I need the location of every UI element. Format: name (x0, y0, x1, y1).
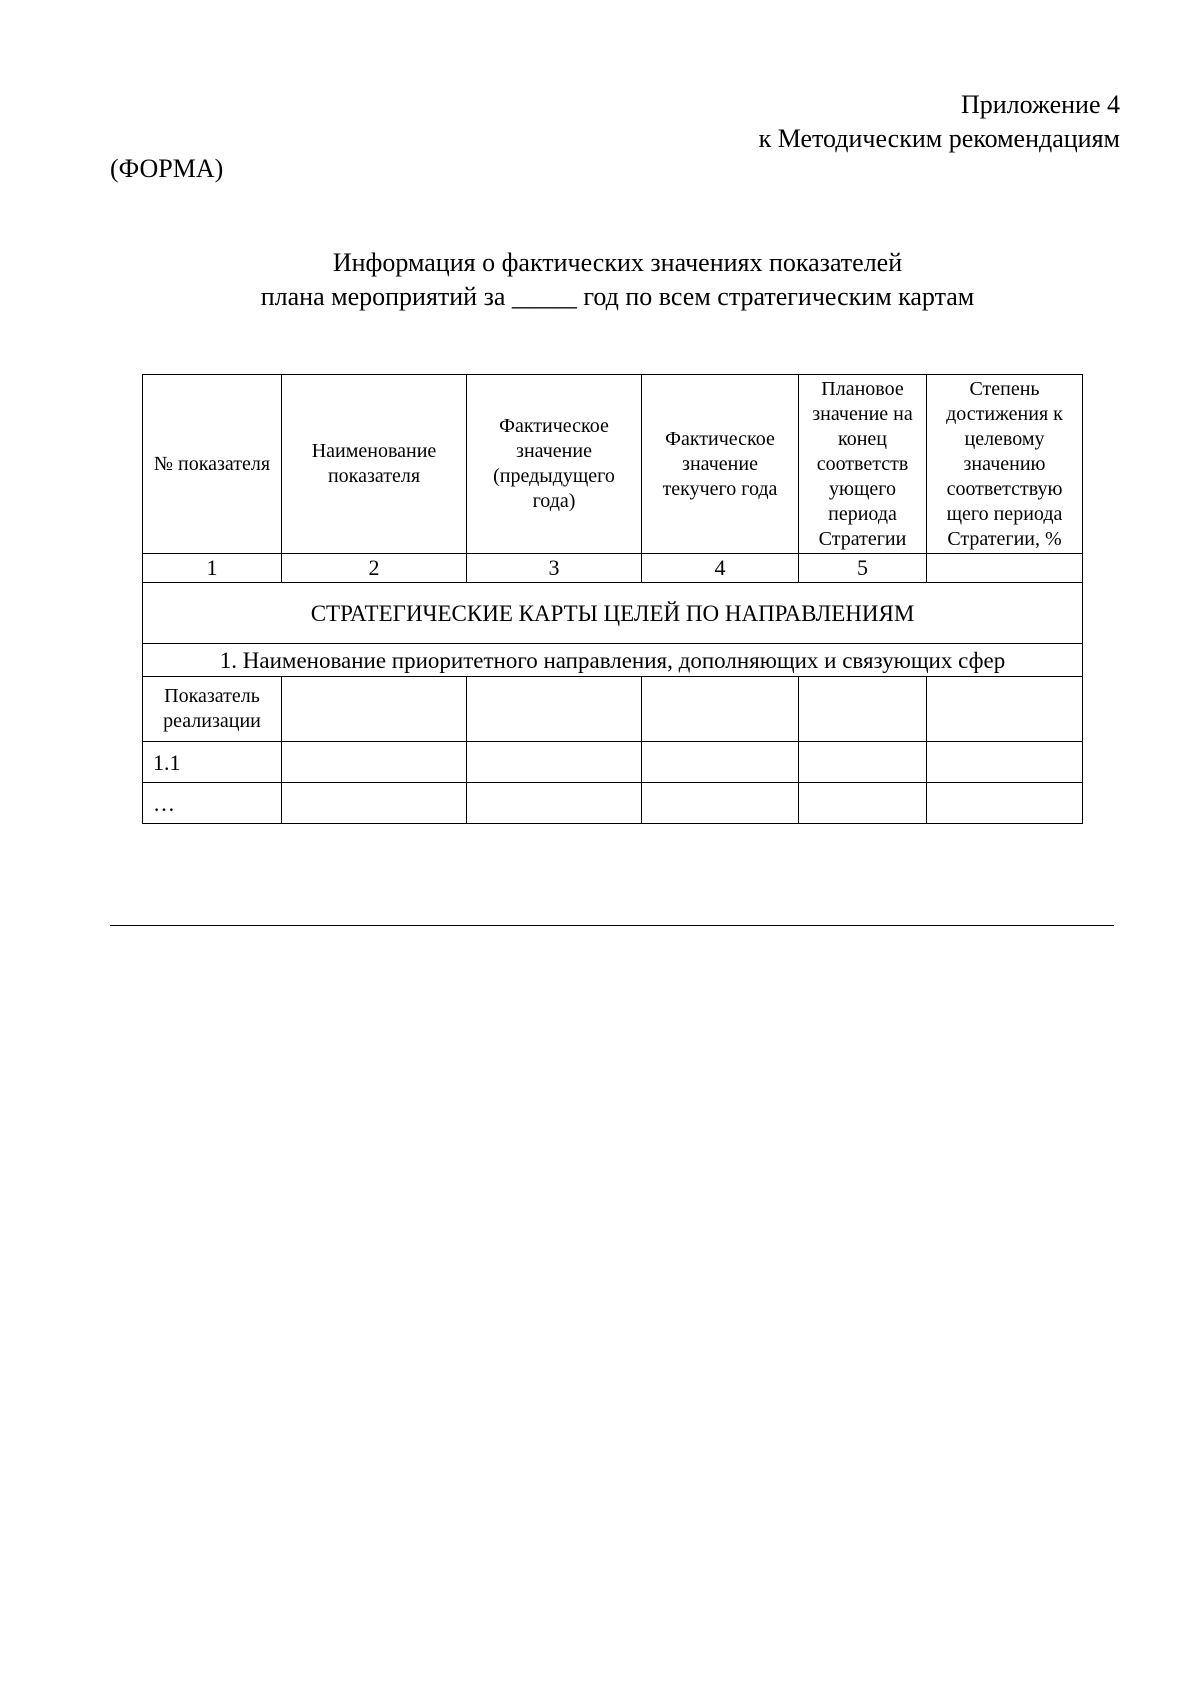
table-cell (282, 677, 467, 742)
column-number: 5 (799, 554, 927, 583)
column-numbers-row (143, 554, 1083, 583)
header-achievement-degree: Степень достижения к целевому значению соответствую щего периода Стратегии, % (927, 375, 1083, 554)
header-actual-current-year: Фактическое значение текучего года (642, 375, 799, 554)
table-cell (799, 677, 927, 742)
header-indicator-name: Наименование показателя (282, 375, 467, 554)
section-row (143, 583, 1083, 644)
table-cell (927, 677, 1083, 742)
table-cell (642, 677, 799, 742)
subsection-row (143, 644, 1083, 677)
title-line-1: Информация о фактических значениях показателей (332, 248, 903, 277)
table-cell (467, 783, 642, 824)
appendix-reference: к Методическим рекомендациям (758, 124, 1120, 153)
section-title: СТРАТЕГИЧЕСКИЕ КАРТЫ ЦЕЛЕЙ ПО НАПРАВЛЕНИЯМ (143, 583, 1083, 644)
table-cell: Показатель реализации (143, 677, 282, 742)
appendix-number: Приложение 4 (960, 90, 1120, 119)
title-line-2: плана мероприятий за _____ год по всем стратегическим картам (260, 282, 975, 311)
table-row (143, 677, 1083, 742)
header-actual-previous-year: Фактическое значение (предыдущего года) (467, 375, 642, 554)
table-cell (282, 783, 467, 824)
column-number (927, 554, 1083, 583)
footnote-divider (110, 925, 1114, 926)
header-planned-value: Плановое значение на конец соответств ующего периода Стратегии (799, 375, 927, 554)
table-row (143, 783, 1083, 824)
column-number: 4 (642, 554, 799, 583)
document-title (0, 246, 1200, 314)
column-number: 3 (467, 554, 642, 583)
table-cell: … (143, 783, 282, 824)
table-cell (642, 783, 799, 824)
table-cell (282, 742, 467, 783)
table-cell (467, 677, 642, 742)
table-cell: 1.1 (143, 742, 282, 783)
table-cell (927, 783, 1083, 824)
column-number: 1 (143, 554, 282, 583)
table-row (143, 742, 1083, 783)
appendix-header (759, 88, 1120, 156)
column-number: 2 (282, 554, 467, 583)
indicators-table (142, 374, 1083, 824)
table-cell (642, 742, 799, 783)
table-header-row (143, 375, 1083, 554)
table-cell (799, 742, 927, 783)
header-indicator-number: № показателя (143, 375, 282, 554)
form-label: (ФОРМА) (110, 154, 224, 183)
subsection-title: 1. Наименование приоритетного направления, дополняющих и связующих сфер (143, 644, 1083, 677)
table-cell (927, 742, 1083, 783)
table-cell (467, 742, 642, 783)
table-cell (799, 783, 927, 824)
